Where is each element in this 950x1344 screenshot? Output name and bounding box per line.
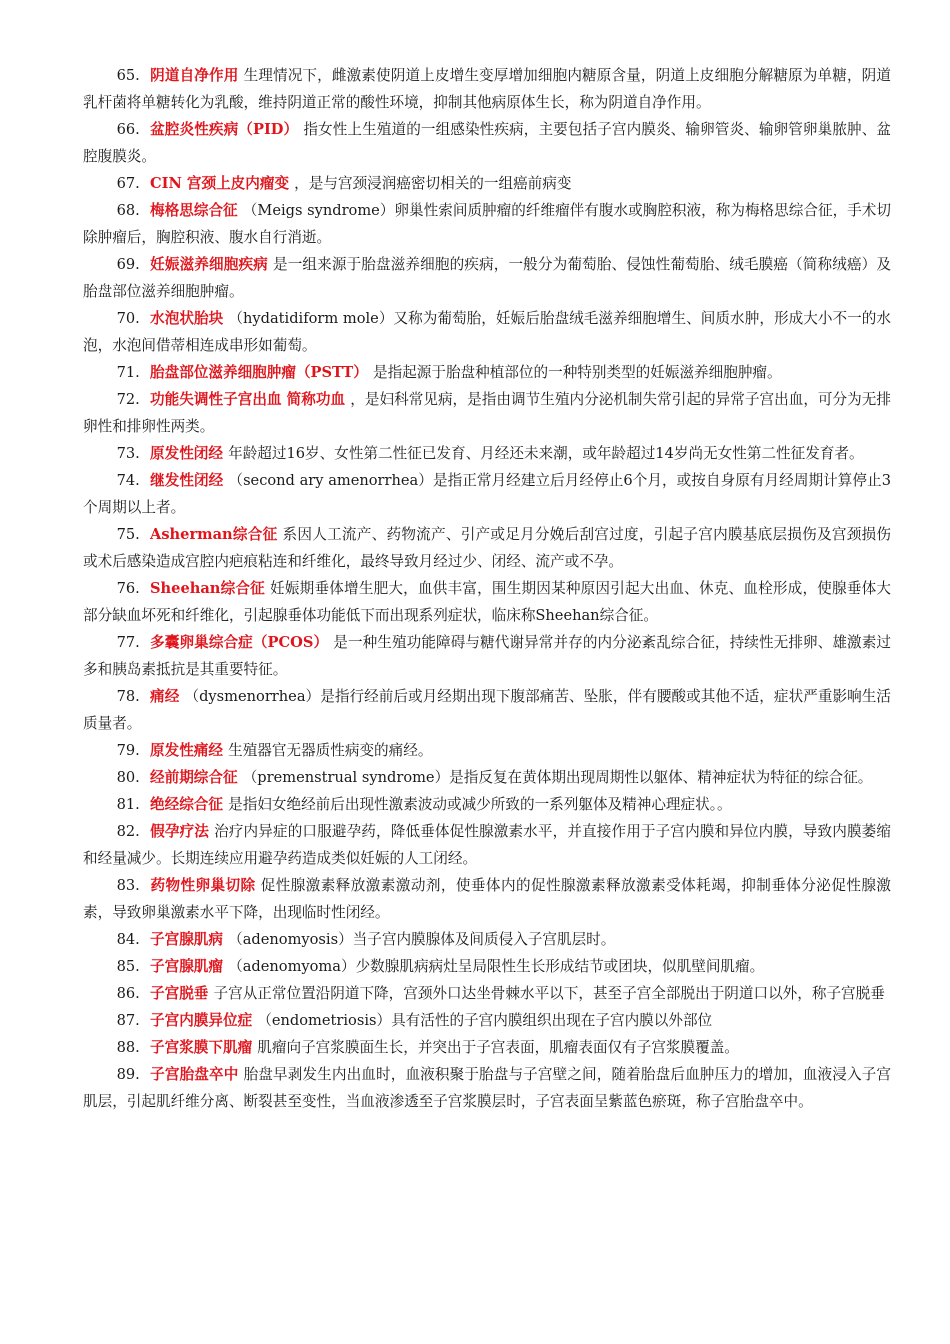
entry-text: 妊娠期垂体增生肥大，血供丰富，围生期因某种原因引起大出血、休克、血栓形成，使腺垂体大部分缺血坏死和纤维化，引起腺垂体功能低下而出现系列症状，临床称Sheehan综合征。 <box>83 580 891 624</box>
entry-term: 盆腔炎性疾病（PID） <box>150 121 299 138</box>
definition-entry <box>83 440 891 467</box>
entry-text: （endometriosis）具有活性的子宫内膜组织出现在子宫内膜以外部位 <box>257 1012 713 1029</box>
definition-entry <box>83 62 891 116</box>
entry-text: 是一组来源于胎盘滋养细胞的疾病，一般分为葡萄胎、侵蚀性葡萄胎、绒毛膜癌（简称绒癌）及胎盘部位滋养细胞肿瘤。 <box>83 256 891 300</box>
entry-text: （second ary amenorrhea）是指正常月经建立后月经停止6个月，或按自身原有月经周期计算停止3个周期以上者。 <box>83 472 891 516</box>
definition-entry <box>83 980 891 1007</box>
entry-text: 系因人工流产、药物流产、引产或足月分娩后刮宫过度，引起子宫内膜基底层损伤及宫颈损伤或术后感染造成宫腔内疤痕粘连和纤维化，最终导致月经过少、闭经、流产或不孕。 <box>83 526 891 570</box>
definition-entry <box>83 575 891 629</box>
entry-number: 76. <box>116 580 140 597</box>
entry-number: 82. <box>116 823 140 840</box>
entry-number: 74. <box>116 472 140 489</box>
entry-text: ，是妇科常见病，是指由调节生殖内分泌机制失常引起的异常子宫出血，可分为无排卵性和排卵性两类。 <box>83 391 891 435</box>
definition-entry <box>83 818 891 872</box>
entry-number: 78. <box>116 688 140 705</box>
entry-term: 妊娠滋养细胞疾病 <box>150 256 268 273</box>
entry-text: 年龄超过16岁、女性第二性征已发育、月经还未来潮，或年龄超过14岁尚无女性第二性征发育者。 <box>228 445 864 462</box>
definition-entry <box>83 467 891 521</box>
entry-term: 药物性卵巢切除 <box>150 877 256 894</box>
entry-text: 肌瘤向子宫浆膜面生长，并突出于子宫表面，肌瘤表面仅有子宫浆膜覆盖。 <box>257 1039 739 1056</box>
entry-term: 子宫浆膜下肌瘤 <box>150 1039 253 1056</box>
definition-entry <box>83 737 891 764</box>
entry-term: 多囊卵巢综合症（PCOS） <box>150 634 329 651</box>
entry-number: 69. <box>116 256 140 273</box>
entry-term: 子宫腺肌瘤 <box>150 958 223 975</box>
definition-entry <box>83 683 891 737</box>
entry-term: Asherman综合征 <box>150 526 278 543</box>
entry-term: 绝经综合征 <box>150 796 223 813</box>
definition-entry <box>83 305 891 359</box>
entry-number: 72. <box>116 391 140 408</box>
entry-text: （dysmenorrhea）是指行经前后或月经期出现下腹部痛苦、坠胀，伴有腰酸或其他不适，症状严重影响生活质量者。 <box>83 688 891 732</box>
definition-entry <box>83 872 891 926</box>
entry-number: 70. <box>116 310 140 327</box>
definition-entry <box>83 764 891 791</box>
definition-entry <box>83 629 891 683</box>
entry-number: 88. <box>116 1039 140 1056</box>
entry-number: 71. <box>116 364 140 381</box>
definition-entry <box>83 953 891 980</box>
entry-term: 经前期综合征 <box>150 769 238 786</box>
entry-text: （hydatidiform mole）又称为葡萄胎，妊娠后胎盘绒毛滋养细胞增生、间质水肿，形成大小不一的水泡，水泡间借蒂相连成串形如葡萄。 <box>83 310 891 354</box>
entry-text: （adenomyosis）当子宫内膜腺体及间质侵入子宫肌层时。 <box>228 931 616 948</box>
entry-number: 85. <box>116 958 140 975</box>
entry-text: 是指起源于胎盘种植部位的一种特别类型的妊娠滋养细胞肿瘤。 <box>372 364 782 381</box>
entry-text: 是一种生殖功能障碍与糖代谢异常并存的内分泌紊乱综合征，持续性无排卵、雄激素过多和胰岛素抵抗是其重要特征。 <box>83 634 891 678</box>
entry-number: 87. <box>116 1012 140 1029</box>
entry-term: Sheehan综合征 <box>150 580 265 597</box>
entry-term: 子宫腺肌病 <box>150 931 223 948</box>
entry-text: 生殖器官无器质性病变的痛经。 <box>228 742 433 759</box>
entry-term: 假孕疗法 <box>150 823 210 840</box>
definition-entry <box>83 521 891 575</box>
definition-entry <box>83 1034 891 1061</box>
definition-entry <box>83 1007 891 1034</box>
entry-number: 89. <box>116 1066 140 1083</box>
entry-term: 继发性闭经 <box>150 472 224 489</box>
entry-number: 66. <box>116 121 140 138</box>
entry-number: 65. <box>116 67 140 84</box>
definition-entry <box>83 791 891 818</box>
entry-number: 67. <box>116 175 140 192</box>
entry-text: 生理情况下，雌激素使阴道上皮增生变厚增加细胞内糖原含量，阴道上皮细胞分解糖原为单糖，阴道乳杆菌将单糖转化为乳酸，维持阴道正常的酸性环境，抑制其他病原体生长，称为阴道自净作用。 <box>83 67 891 111</box>
entry-term: 痛经 <box>150 688 180 705</box>
entry-term: 子宫脱垂 <box>150 985 209 1002</box>
definitions-list <box>83 62 891 1115</box>
entry-text: （adenomyoma）少数腺肌病病灶呈局限性生长形成结节或团块，似肌壁间肌瘤。 <box>228 958 765 975</box>
entry-term: 阴道自净作用 <box>150 67 239 84</box>
entry-term: 原发性闭经 <box>150 445 223 462</box>
entry-term: 水泡状胎块 <box>150 310 224 327</box>
definition-entry <box>83 197 891 251</box>
entry-text: ，是与宫颈浸润癌密切相关的一组癌前病变 <box>294 175 572 192</box>
entry-number: 68. <box>116 202 140 219</box>
entry-term: 子宫内膜异位症 <box>150 1012 253 1029</box>
definition-entry <box>83 386 891 440</box>
entry-term: 子宫胎盘卒中 <box>150 1066 239 1083</box>
definition-entry <box>83 251 891 305</box>
entry-number: 83. <box>116 877 140 894</box>
entry-text: 胎盘早剥发生内出血时，血液积聚于胎盘与子宫壁之间，随着胎盘后血肿压力的增加，血液浸入子宫肌层，引起肌纤维分离、断裂甚至变性，当血液渗透至子宫浆膜层时，子宫表面呈紫蓝色瘀斑，称子宫胎盘卒中。 <box>83 1066 891 1110</box>
entry-term: 功能失调性子宫出血 简称功血 <box>150 391 346 408</box>
entry-number: 81. <box>116 796 140 813</box>
entry-text: 是指妇女绝经前后出现性激素波动或减少所致的一系列躯体及精神心理症状。。 <box>228 796 732 813</box>
entry-text: （premenstrual syndrome）是指反复在黄体期出现周期性以躯体、精神症状为特征的综合征。 <box>242 769 873 786</box>
entry-number: 75. <box>116 526 140 543</box>
definition-entry <box>83 926 891 953</box>
entry-text: 子宫从正常位置沿阴道下降，宫颈外口达坐骨棘水平以下，甚至子宫全部脱出于阴道口以外，称子宫脱垂 <box>213 985 885 1002</box>
entry-number: 73. <box>116 445 140 462</box>
entry-number: 84. <box>116 931 140 948</box>
entry-text: 指女性上生殖道的一组感染性疾病，主要包括子宫内膜炎、输卵管炎、输卵管卵巢脓肿、盆腔腹膜炎。 <box>83 121 891 165</box>
entry-number: 77. <box>116 634 140 651</box>
definition-entry <box>83 116 891 170</box>
entry-term: 胎盘部位滋养细胞肿瘤（PSTT） <box>150 364 368 381</box>
entry-term: 原发性痛经 <box>150 742 223 759</box>
definition-entry <box>83 1061 891 1115</box>
entry-number: 86. <box>116 985 140 1002</box>
entry-text: 促性腺激素释放激素激动剂，使垂体内的促性腺激素释放激素受体耗竭，抑制垂体分泌促性腺激素，导致卵巢激素水平下降，出现临时性闭经。 <box>83 877 891 921</box>
entry-term: 梅格思综合征 <box>150 202 238 219</box>
entry-text: 治疗内异症的口服避孕药，降低垂体促性腺激素水平，并直接作用于子宫内膜和异位内膜，导致内膜萎缩和经量减少。长期连续应用避孕药造成类似妊娠的人工闭经。 <box>83 823 891 867</box>
definition-entry <box>83 359 891 386</box>
entry-term: CIN 宫颈上皮内瘤变 <box>150 175 290 192</box>
entry-number: 80. <box>116 769 140 786</box>
entry-text: （Meigs syndrome）卵巢性索间质肿瘤的纤维瘤伴有腹水或胸腔积液，称为梅格思综合征，手术切除肿瘤后，胸腔积液、腹水自行消逝。 <box>83 202 891 246</box>
entry-number: 79. <box>116 742 140 759</box>
definition-entry <box>83 170 891 197</box>
